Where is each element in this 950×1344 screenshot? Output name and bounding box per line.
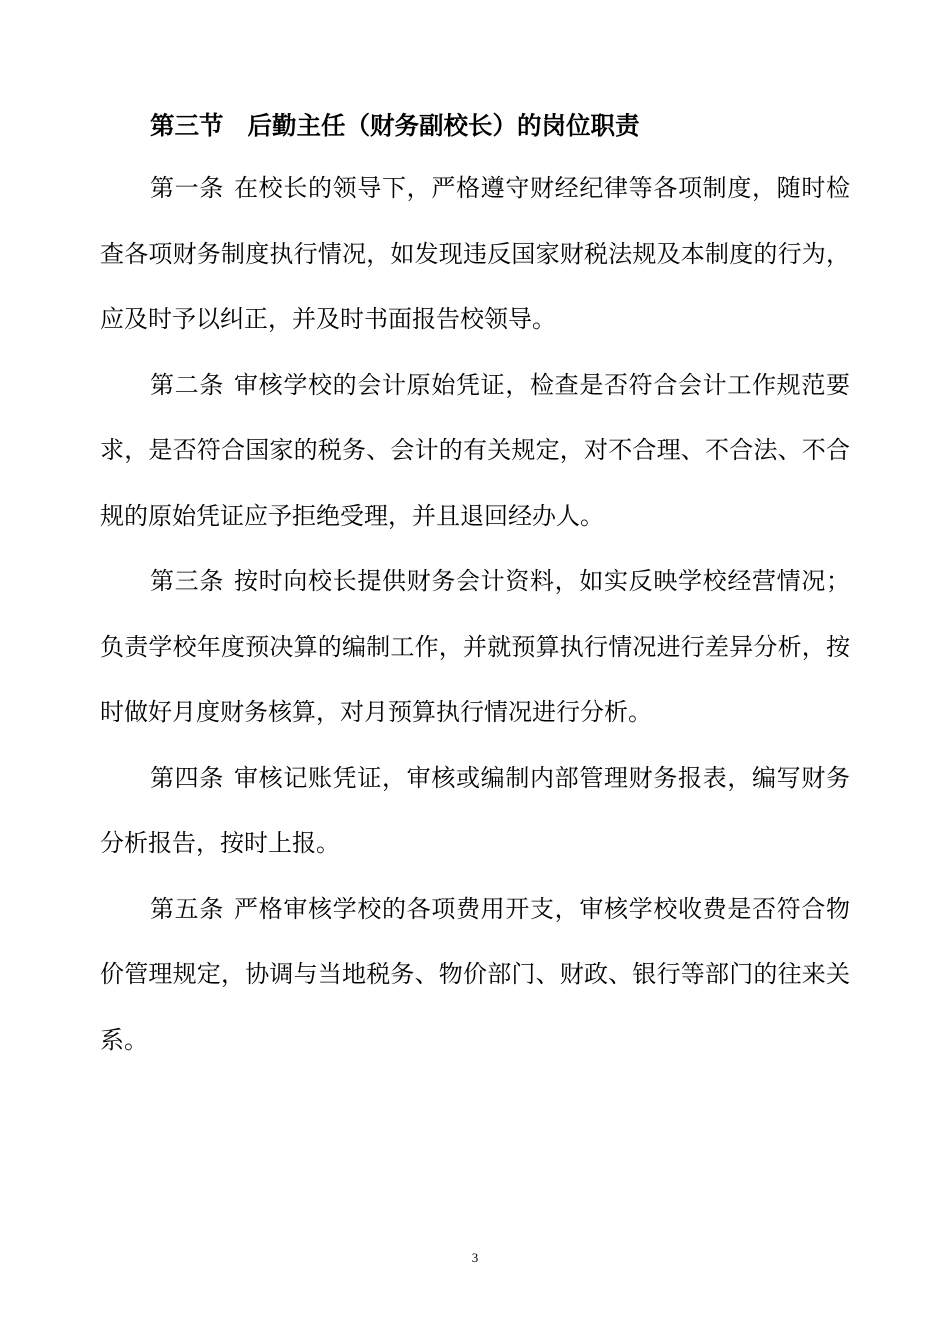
article-paragraph-1 <box>100 156 850 353</box>
section-number: 第三节 <box>150 111 224 140</box>
article-text: 按时向校长提供财务会计资料，如实反映学校经营情况；负责学校年度预决算的编制工作，并就预算执行情况进行差异分析，按时做好月度财务核算，对月预算执行情况进行分析。 <box>100 567 850 726</box>
article-paragraph-4 <box>100 746 850 877</box>
article-paragraph-2 <box>100 353 850 550</box>
article-paragraph-3 <box>100 549 850 746</box>
article-text: 在校长的领导下，严格遵守财经纪律等各项制度，随时检查各项财务制度执行情况，如发现违反国家财税法规及本制度的行为，应及时予以纠正，并及时书面报告校领导。 <box>100 174 850 333</box>
article-text: 审核学校的会计原始凭证，检查是否符合会计工作规范要求，是否符合国家的税务、会计的有关规定，对不合理、不合法、不合规的原始凭证应予拒绝受理，并且退回经办人。 <box>100 370 850 530</box>
article-text: 严格审核学校的各项费用开支，审核学校收费是否符合物价管理规定，协调与当地税务、物价部门、财政、银行等部门的往来关系。 <box>100 894 850 1054</box>
page-number: 3 <box>471 1250 479 1265</box>
article-text: 审核记账凭证，审核或编制内部管理财务报表，编写财务分析报告，按时上报。 <box>100 763 850 857</box>
document-body <box>100 156 850 1073</box>
article-label: 第五条 <box>150 894 224 923</box>
section-heading <box>150 108 640 144</box>
article-paragraph-5 <box>100 877 850 1074</box>
article-label: 第三条 <box>150 567 224 595</box>
article-label: 第二条 <box>150 370 224 399</box>
article-label: 第一条 <box>150 174 224 202</box>
section-title: 后勤主任（财务副校长）的岗位职责 <box>247 111 640 140</box>
article-label: 第四条 <box>150 763 224 792</box>
